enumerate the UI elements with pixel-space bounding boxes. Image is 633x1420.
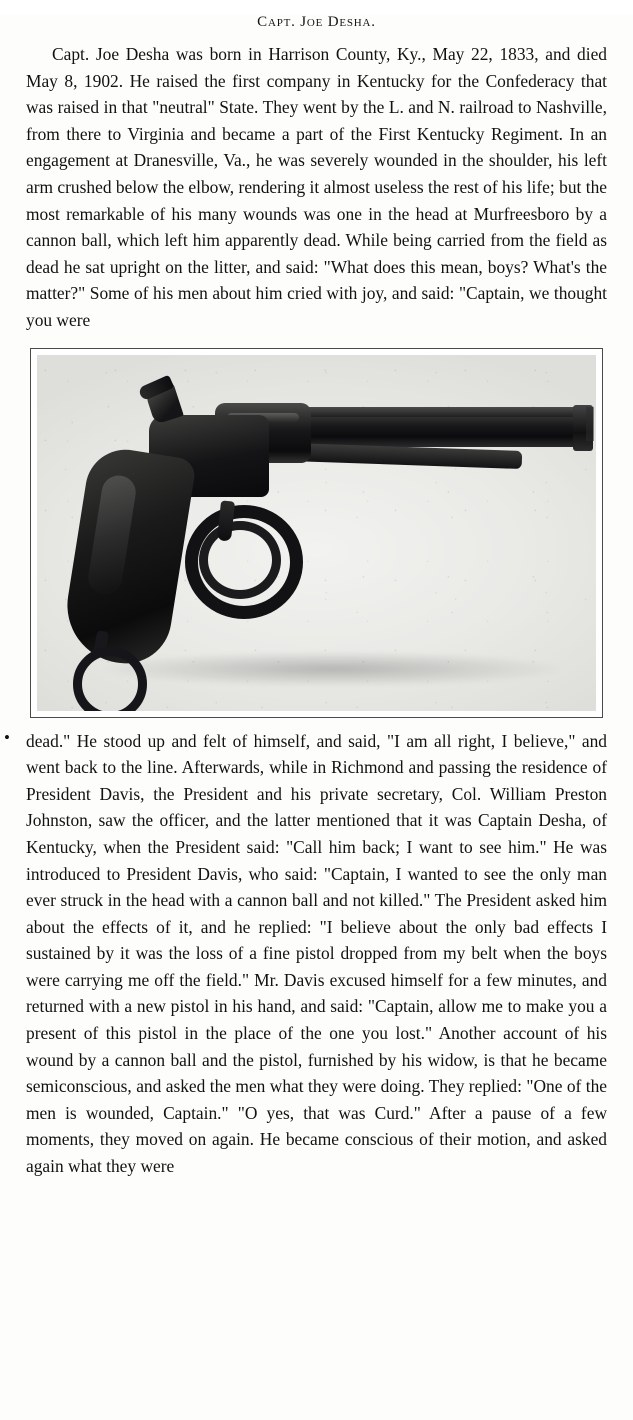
page-title: Capt. Joe Desha.	[257, 14, 376, 30]
figure-image	[37, 355, 596, 711]
paragraph-second: dead." He stood up and felt of himself, and said, "I am all right, I believe," and went back to the line. Afterwards, while in Richmond and passing the residence of President Davis, the President and his private secretary, Col. William Preston Johnston, saw the officer, and the latter mentioned that it was Captain Desha, of Kentucky, when the President said: "Call him back; I want to see him." He was introduced to President Davis, who said: "Captain, I wanted to see the only man ever struck in the head with a cannon ball and not killed." The President asked him about the effects of it, and he replied: "I believe about the only bad effects I sustained by it was the loss of a fine pistol dropped from my belt when the boys were carrying me off the field." Mr. Davis excused himself for a few minutes, and returned with a new pistol in his hand, and said: "Captain, allow me to make you a present of this pistol in the place of the one you lost." Another account of his wound by a cannon ball and the pistol, furnished by his widow, is that he became semiconscious, and asked the men what they were doing. They replied: "One of the men is wounded, Captain." "O yes, that was Curd." After a pause of a few moments, they moved on again. He became conscious of their motion, and asked again what they were	[26, 730, 607, 1177]
lead-dot-mark: •	[4, 727, 10, 747]
text-column-top	[0, 41, 633, 334]
revolver-trigger-guard-inner	[199, 521, 281, 599]
document-page	[0, 14, 633, 1420]
revolver-illustration	[37, 355, 596, 711]
paragraph-first: Capt. Joe Desha was born in Harrison County, Ky., May 22, 1833, and died May 8, 1902. He raised the first company in Kentucky for the Confederacy that was raised in that "neutral" State. They went by the L. and N. railroad to Nashville, from there to Virginia and became a part of the First Kentucky Regiment. In an engagement at Dranesville, Va., he was severely wounded in the shoulder, his left arm crushed below the elbow, rendering it almost useless the rest of his life; but the most remarkable of his many wounds was one in the head at Murfreesboro by a cannon ball, which left him apparently dead. While being carried from the field as dead he sat upright on the litter, and said: "What does this mean, boys? What's the matter?" Some of his men about him cried with joy, and said: "Captain, we thought you were	[26, 44, 607, 330]
text-column-bottom	[0, 728, 633, 1180]
revolver-shadow	[97, 651, 567, 687]
photo-edge-mark	[586, 407, 594, 441]
figure-revolver-photograph	[30, 348, 603, 718]
